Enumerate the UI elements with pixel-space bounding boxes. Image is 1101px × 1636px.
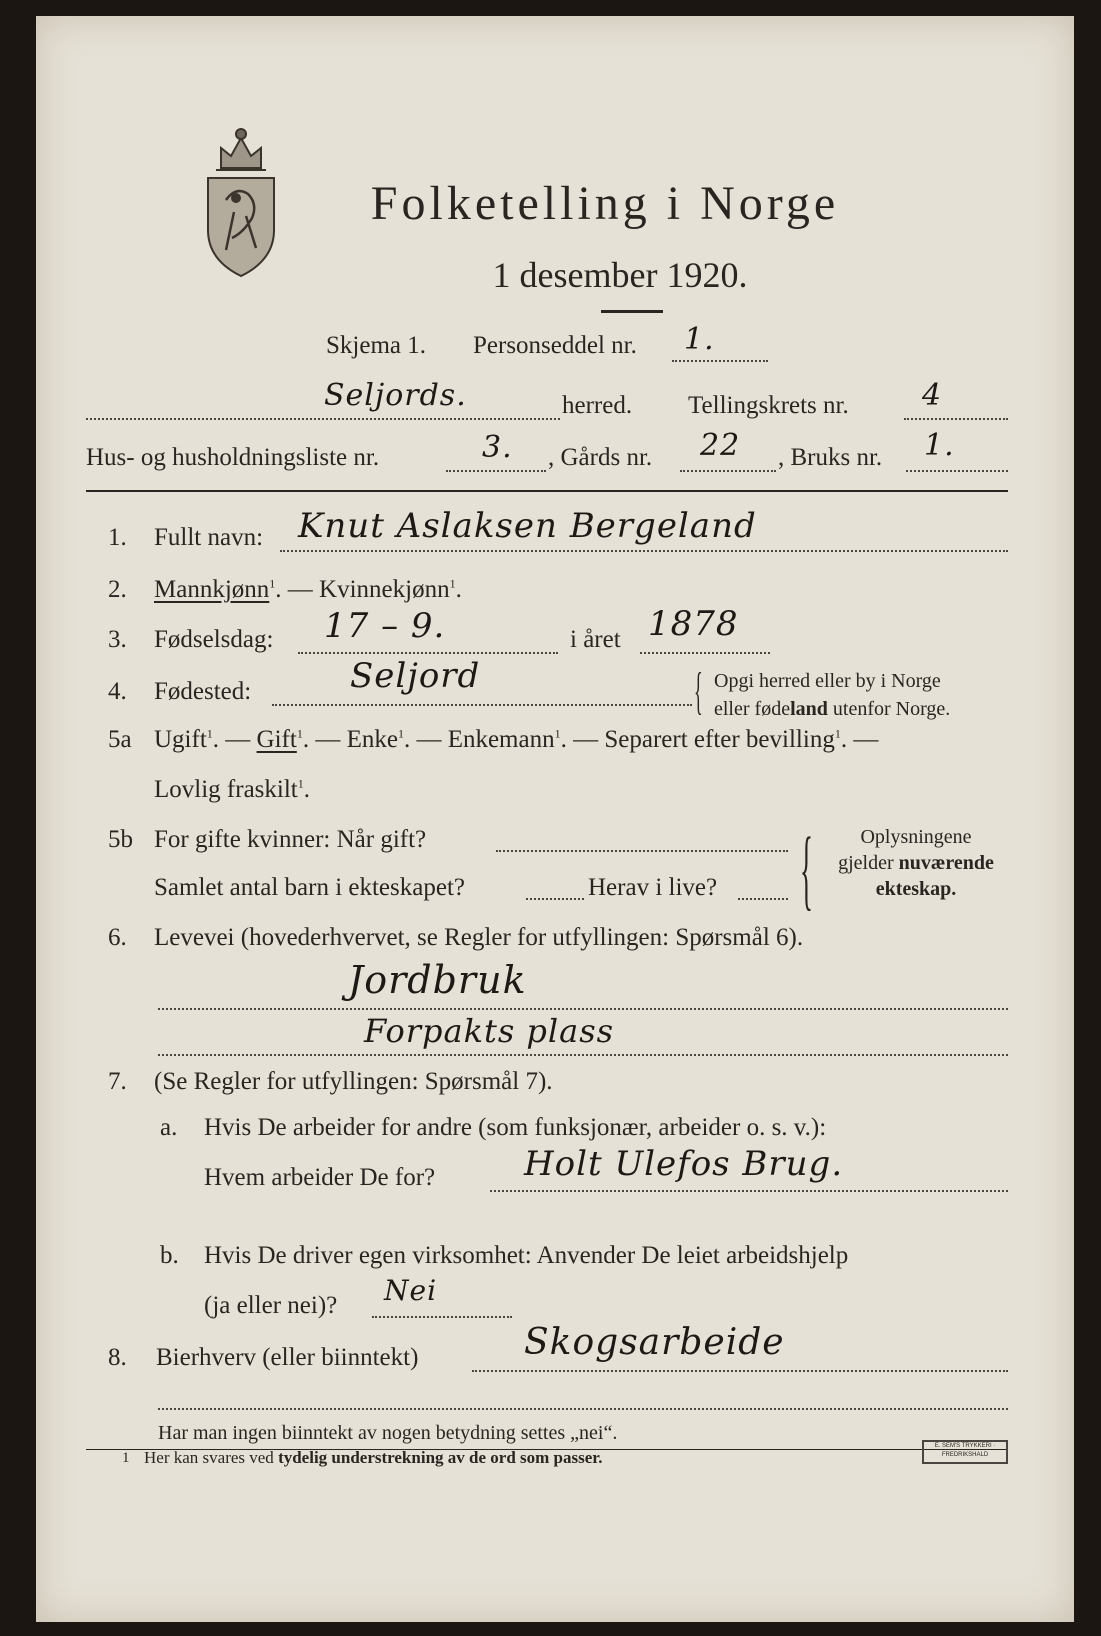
gards-value: 22 xyxy=(700,428,741,463)
q5b-line-1 xyxy=(496,850,788,852)
mannkjonn-option: Mannkjønn xyxy=(154,576,270,603)
q1-label: Fullt navn: xyxy=(154,524,264,551)
q7a-question: Hvem arbeider De for? xyxy=(204,1164,436,1191)
q4-note-2: eller fødeland utenfor Norge. xyxy=(714,698,951,720)
separert-option: Separert efter bevilling xyxy=(604,726,835,753)
q5a-number: 5a xyxy=(108,726,132,753)
year-line xyxy=(640,652,770,654)
q8-line-1 xyxy=(472,1370,1008,1372)
employer-value: Holt Ulefos Brug. xyxy=(524,1144,844,1184)
herred-label: herred. xyxy=(562,392,633,419)
civil-status-options: Ugift$^1$. — Gift$^1$. — Enke$^1$. — Enkemann$^1$. — Separert efter bevilling$^1$. — xyxy=(154,726,879,753)
q5b-note-3: ekteskap. xyxy=(875,878,957,900)
q5b-line-3 xyxy=(738,898,788,900)
personseddel-line xyxy=(672,360,768,362)
q2-number: 2. xyxy=(108,576,127,603)
separator: . — xyxy=(275,576,320,603)
q4-line xyxy=(272,704,692,706)
title-divider xyxy=(601,310,663,313)
ugift-option: Ugift xyxy=(154,726,207,753)
enkemann-option: Enkemann xyxy=(447,726,555,753)
year-label: i året xyxy=(570,626,621,653)
bruks-label: , Bruks nr. xyxy=(778,444,883,471)
full-name-value: Knut Aslaksen Bergeland xyxy=(298,506,757,546)
q5b-label-3: Herav i live? xyxy=(588,874,718,901)
enke-option: Enke xyxy=(346,726,398,753)
skjema-label: Skjema 1. xyxy=(326,332,426,359)
brace: { xyxy=(694,663,703,720)
q7a-line xyxy=(490,1190,1008,1192)
q7b-line xyxy=(372,1316,512,1318)
hus-value: 3. xyxy=(482,430,513,465)
printer-stamp: E. SEM'S TRYKKERI · FREDRIKSHALD xyxy=(922,1440,1008,1464)
footnote-mark: 1 xyxy=(122,1450,130,1466)
q6-line-2 xyxy=(158,1054,1008,1056)
birthdate-value: 17 – 9. xyxy=(324,606,446,646)
q5b-label-2: Samlet antal barn i ekteskapet? xyxy=(154,874,465,901)
q8-label: Bierhverv (eller biinntekt) xyxy=(156,1344,419,1371)
q8-line-2 xyxy=(158,1408,1008,1410)
q7-label: (Se Regler for utfyllingen: Spørsmål 7). xyxy=(154,1068,553,1095)
q4-number: 4. xyxy=(108,678,127,705)
occupation-value-1: Jordbruk xyxy=(348,958,527,1002)
gards-line xyxy=(680,470,776,472)
census-date: 1 desember 1920. xyxy=(492,255,748,295)
footnote-ref: 1 xyxy=(449,576,456,591)
bruks-value: 1. xyxy=(924,428,955,463)
footnote-ref: 1 xyxy=(269,576,276,591)
q3-line xyxy=(298,652,558,654)
q1-number: 1. xyxy=(108,524,127,551)
q7b-text: Hvis De driver egen virksomhet: Anvender De leiet arbeidshjelp xyxy=(204,1242,849,1269)
q5b-line-2 xyxy=(526,898,584,900)
herred-line xyxy=(86,418,560,420)
birthplace-value: Seljord xyxy=(350,656,481,696)
tellingskrets-line xyxy=(904,418,1008,420)
q1-line xyxy=(280,550,1008,552)
q6-label: Levevei (hovederhvervet, se Regler for utfyllingen: Spørsmål 6). xyxy=(154,924,804,951)
secondary-occupation-value: Skogsarbeide xyxy=(524,1322,785,1363)
header-rule xyxy=(86,490,1008,492)
form-title: Folketelling i Norge xyxy=(370,177,840,230)
q5b-label-1: For gifte kvinner: Når gift? xyxy=(154,826,427,853)
q6-line-1 xyxy=(158,1008,1008,1010)
occupation-value-2: Forpakts plass xyxy=(364,1012,615,1050)
q5b-note-2: gjelder nuværende xyxy=(838,852,994,874)
gift-option: Gift xyxy=(256,726,297,753)
q4-note-1: Opgi herred eller by i Norge xyxy=(714,670,941,692)
q8-number: 8. xyxy=(108,1344,127,1371)
tellingskrets-label: Tellingskrets nr. xyxy=(688,392,849,419)
personseddel-label: Personseddel nr. xyxy=(473,332,637,359)
hus-line xyxy=(446,470,546,472)
q7a-text: Hvis De arbeider for andre (som funksjonær, arbeider o. s. v.): xyxy=(204,1114,827,1141)
tellingskrets-value: 4 xyxy=(922,378,943,413)
separator: . xyxy=(455,576,462,603)
brace: { xyxy=(800,820,813,919)
hired-help-value: Nei xyxy=(384,1274,438,1307)
footnote-text: Her kan svares ved tydelig understrekning av de ord som passer. xyxy=(144,1448,603,1467)
q3-number: 3. xyxy=(108,626,127,653)
herred-value: Seljords. xyxy=(324,378,467,413)
q7-number: 7. xyxy=(108,1068,127,1095)
q5b-number: 5b xyxy=(108,826,133,853)
hus-label: Hus- og husholdningsliste nr. xyxy=(86,444,380,471)
bruks-line xyxy=(906,470,1008,472)
q4-label: Fødested: xyxy=(154,678,252,705)
birth-year-value: 1878 xyxy=(648,604,739,644)
q7b-letter: b. xyxy=(160,1242,179,1269)
census-form xyxy=(36,16,1074,1622)
gender-options xyxy=(154,576,462,604)
q7a-letter: a. xyxy=(160,1114,178,1141)
fraskilt-option: Lovlig fraskilt$^1$. xyxy=(154,776,310,803)
q6-number: 6. xyxy=(108,924,127,951)
q3-label: Fødselsdag: xyxy=(154,626,274,653)
nei-instruction: Har man ingen biinntekt av nogen betydning settes „nei“. xyxy=(158,1422,618,1444)
q7b-question: (ja eller nei)? xyxy=(204,1292,338,1319)
q5b-note-1: Oplysningene xyxy=(860,826,972,848)
kvinnekjonn-option: Kvinnekjønn xyxy=(319,576,450,603)
personseddel-value: 1. xyxy=(684,322,715,357)
gards-label: , Gårds nr. xyxy=(548,444,653,471)
